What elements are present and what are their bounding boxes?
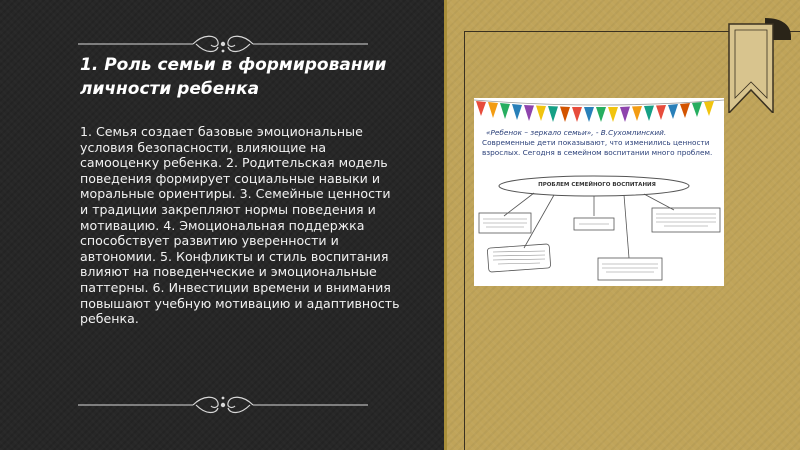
- family-upbringing-image: [474, 98, 724, 286]
- diagram-center-label: ПРОБЛЕМ СЕМЕЙНОГО ВОСПИТАНИЯ: [538, 182, 656, 188]
- frame-line-left: [464, 31, 465, 450]
- slide-title: 1. Роль семьи в формировании личности ребенка: [80, 55, 387, 99]
- bottom-ornament: [78, 393, 368, 417]
- image-paragraph: Современные дети показывают, что изменились ценности взрослых. Сегодня в семейном воспитании много проблем.: [482, 138, 713, 157]
- slide-body-text: 1. Семья создает базовые эмоциональные условия безопасности, влияющие на самооценку ребенка. 2. Родительская модель поведения формирует социальные навыки и моральные ориентиры. 3. Семейные ценности и традиции закрепляют нормы поведения и мотивацию. 4. Эмоциональная поддержка способствует развитию уверенности и автономии. 5. Конфликты и стиль воспитания влияют на поведенческие и эмоциональные паттерны. 6. Инвестиции времени и внимания повышают учебную мотивацию и адаптивность ребенка.: [80, 124, 400, 327]
- bunting-and-diagram: [474, 98, 724, 286]
- bookmark-ribbon: [725, 18, 791, 113]
- image-quote: «Ребенок – зеркало семьи», - В.Сухомлинский.: [486, 128, 667, 137]
